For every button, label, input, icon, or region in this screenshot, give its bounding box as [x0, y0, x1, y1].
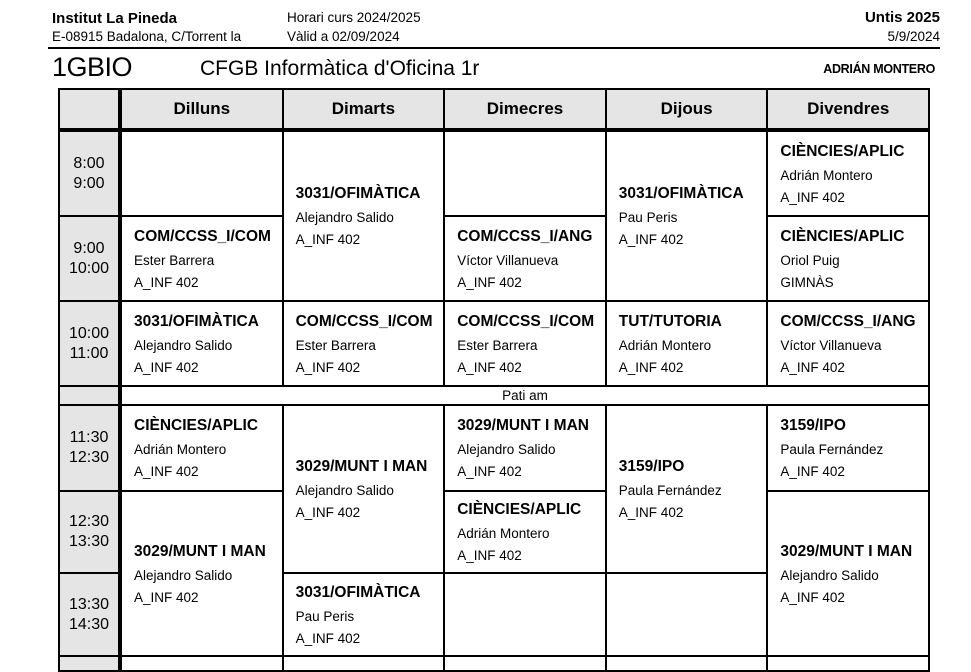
- lesson-subject: 3029/MUNT I MAN: [457, 417, 589, 434]
- lesson-room: A_INF 402: [780, 464, 845, 479]
- schedule-course: Horari curs 2024/2025: [287, 10, 421, 25]
- break-time-cell: [60, 387, 120, 404]
- time-slot-6: [60, 574, 120, 655]
- lesson-cell: [768, 492, 928, 655]
- time-slot-3: [60, 302, 120, 385]
- time-start: 9:00: [73, 239, 105, 257]
- lesson-subject: 3031/OFIMÀTICA: [295, 185, 421, 202]
- time-end: 11:00: [69, 344, 109, 362]
- lesson-teacher: Adrián Montero: [134, 442, 227, 457]
- lesson-cell: [445, 217, 605, 300]
- lesson-cell: [284, 132, 444, 300]
- break-row: Pati am: [122, 387, 928, 404]
- lesson-cell: [284, 574, 444, 655]
- time-start: 8:00: [73, 154, 105, 172]
- lesson-room: GIMNÀS: [780, 274, 834, 290]
- lesson-room: A_INF 402: [618, 232, 684, 247]
- time-slot-cutoff: [60, 657, 120, 672]
- lesson-room: A_INF 402: [295, 359, 361, 375]
- lesson-subject: 3159/IPO: [618, 458, 685, 475]
- empty-cell: [445, 132, 605, 215]
- lesson-teacher: Adrián Montero: [457, 526, 550, 541]
- lesson-room: A_INF 402: [457, 359, 522, 375]
- time-slot-5: [60, 492, 120, 572]
- lesson-subject: 3029/MUNT I MAN: [134, 542, 266, 560]
- lesson-cell: [284, 302, 444, 385]
- empty-cell: [607, 574, 767, 655]
- empty-cell: [768, 657, 928, 672]
- lesson-subject: TUT/TUTORIA: [618, 312, 722, 330]
- lesson-cell: [284, 406, 444, 572]
- time-end: 10:00: [68, 259, 110, 277]
- lesson-teacher: Alejandro Salido: [457, 442, 556, 457]
- lesson-subject: 3031/OFIMÀTICA: [618, 185, 744, 202]
- time-end: 12:30: [68, 449, 110, 466]
- lesson-room: A_INF 402: [618, 359, 684, 375]
- lesson-cell: [607, 302, 767, 385]
- class-name: CFGB Informàtica d'Oficina 1r: [200, 57, 480, 80]
- lesson-room: A_INF 402: [618, 505, 684, 520]
- lesson-teacher: Víctor Villanueva: [457, 252, 559, 268]
- time-start: 13:30: [68, 595, 110, 613]
- lesson-cell: [607, 406, 767, 572]
- lesson-teacher: Ester Barrera: [457, 337, 538, 353]
- lesson-room: A_INF 402: [780, 589, 845, 605]
- lesson-subject: COM/CCSS_I/COM: [134, 227, 271, 245]
- app-name: Untis 2025: [864, 9, 940, 26]
- lesson-subject: COM/CCSS_I/COM: [295, 312, 433, 330]
- time-slot-2: [60, 217, 120, 300]
- lesson-room: A_INF 402: [134, 359, 199, 375]
- time-end: 9:00: [73, 174, 105, 192]
- school-name: Institut La Pineda: [52, 10, 178, 27]
- lesson-room: A_INF 402: [457, 274, 522, 290]
- lesson-cell: [122, 492, 282, 655]
- lesson-subject: CIÈNCIES/APLIC: [780, 227, 905, 245]
- lesson-teacher: Pau Peris: [618, 210, 678, 225]
- lesson-cell: [768, 406, 928, 490]
- lesson-room: A_INF 402: [134, 274, 199, 290]
- lesson-room: A_INF 402: [134, 589, 199, 605]
- lesson-teacher: Alejandro Salido: [295, 210, 394, 225]
- lesson-room: A_INF 402: [295, 232, 361, 247]
- time-slot-4: [60, 406, 120, 490]
- lesson-teacher: Adrián Montero: [780, 167, 873, 183]
- empty-cell: [607, 657, 767, 672]
- lesson-teacher: Víctor Villanueva: [780, 337, 882, 353]
- lesson-teacher: Paula Fernández: [780, 442, 884, 457]
- time-start: 12:30: [68, 513, 110, 530]
- lesson-teacher: Alejandro Salido: [134, 567, 233, 583]
- empty-cell: [122, 657, 282, 672]
- lesson-subject: CIÈNCIES/APLIC: [134, 417, 259, 434]
- class-code: 1GBIO: [52, 52, 133, 82]
- time-start: 10:00: [68, 324, 110, 342]
- lesson-subject: 3029/MUNT I MAN: [295, 458, 428, 475]
- corner-cell: [60, 90, 120, 130]
- day-header-dimecres: Dimecres: [445, 90, 605, 130]
- school-address: E-08915 Badalona, C/Torrent la: [52, 29, 242, 44]
- lesson-cell: [768, 132, 928, 215]
- lesson-teacher: Alejandro Salido: [134, 337, 233, 353]
- schedule-valid-from: Vàlid a 02/09/2024: [287, 29, 400, 44]
- lesson-subject: COM/CCSS_I/ANG: [457, 227, 593, 245]
- lesson-cell: [122, 406, 282, 490]
- lesson-room: A_INF 402: [457, 548, 522, 563]
- lesson-subject: 3159/IPO: [780, 417, 846, 434]
- lesson-room: A_INF 402: [780, 189, 845, 205]
- tutor-name: ADRIÁN MONTERO: [823, 62, 935, 76]
- print-date: 5/9/2024: [887, 29, 940, 44]
- lesson-subject: 3029/MUNT I MAN: [780, 542, 913, 560]
- lesson-teacher: Oriol Puig: [780, 252, 840, 268]
- lesson-cell: [768, 217, 928, 300]
- lesson-room: A_INF 402: [780, 359, 845, 375]
- header-divider: [48, 47, 940, 49]
- lesson-room: A_INF 402: [457, 464, 522, 479]
- lesson-cell: [445, 492, 605, 572]
- day-header-divendres: Divendres: [768, 90, 928, 130]
- lesson-teacher: Adrián Montero: [618, 337, 712, 353]
- lesson-room: A_INF 402: [295, 630, 361, 646]
- lesson-teacher: Paula Fernández: [618, 483, 722, 498]
- lesson-cell: [445, 406, 605, 490]
- lesson-cell: [122, 302, 282, 385]
- empty-cell: [445, 574, 605, 655]
- lesson-subject: COM/CCSS_I/COM: [457, 312, 595, 330]
- lesson-cell: [607, 132, 767, 300]
- lesson-teacher: Pau Peris: [295, 608, 355, 624]
- lesson-subject: 3031/OFIMÀTICA: [295, 583, 421, 601]
- lesson-teacher: Alejandro Salido: [295, 483, 394, 498]
- lesson-room: A_INF 402: [134, 464, 199, 479]
- lesson-teacher: Ester Barrera: [134, 252, 215, 268]
- lesson-teacher: Alejandro Salido: [780, 567, 879, 583]
- day-header-dilluns: Dilluns: [122, 90, 282, 130]
- lesson-cell: [122, 217, 282, 300]
- lesson-subject: CIÈNCIES/APLIC: [780, 142, 905, 160]
- time-end: 13:30: [68, 533, 110, 550]
- lesson-subject: 3031/OFIMÀTICA: [134, 312, 259, 330]
- empty-cell: [122, 132, 282, 215]
- empty-cell: [445, 657, 605, 672]
- time-slot-1: [60, 132, 120, 215]
- lesson-room: A_INF 402: [295, 505, 361, 520]
- timetable-grid: [58, 88, 930, 672]
- empty-cell: [284, 657, 444, 672]
- lesson-cell: [445, 302, 605, 385]
- day-header-dijous: Dijous: [607, 90, 767, 130]
- lesson-cell: [768, 302, 928, 385]
- day-header-dimarts: Dimarts: [284, 90, 444, 130]
- lesson-subject: COM/CCSS_I/ANG: [780, 312, 916, 330]
- lesson-subject: CIÈNCIES/APLIC: [457, 501, 582, 518]
- lesson-teacher: Ester Barrera: [295, 337, 376, 353]
- time-end: 14:30: [68, 615, 110, 633]
- time-start: 11:30: [69, 429, 109, 446]
